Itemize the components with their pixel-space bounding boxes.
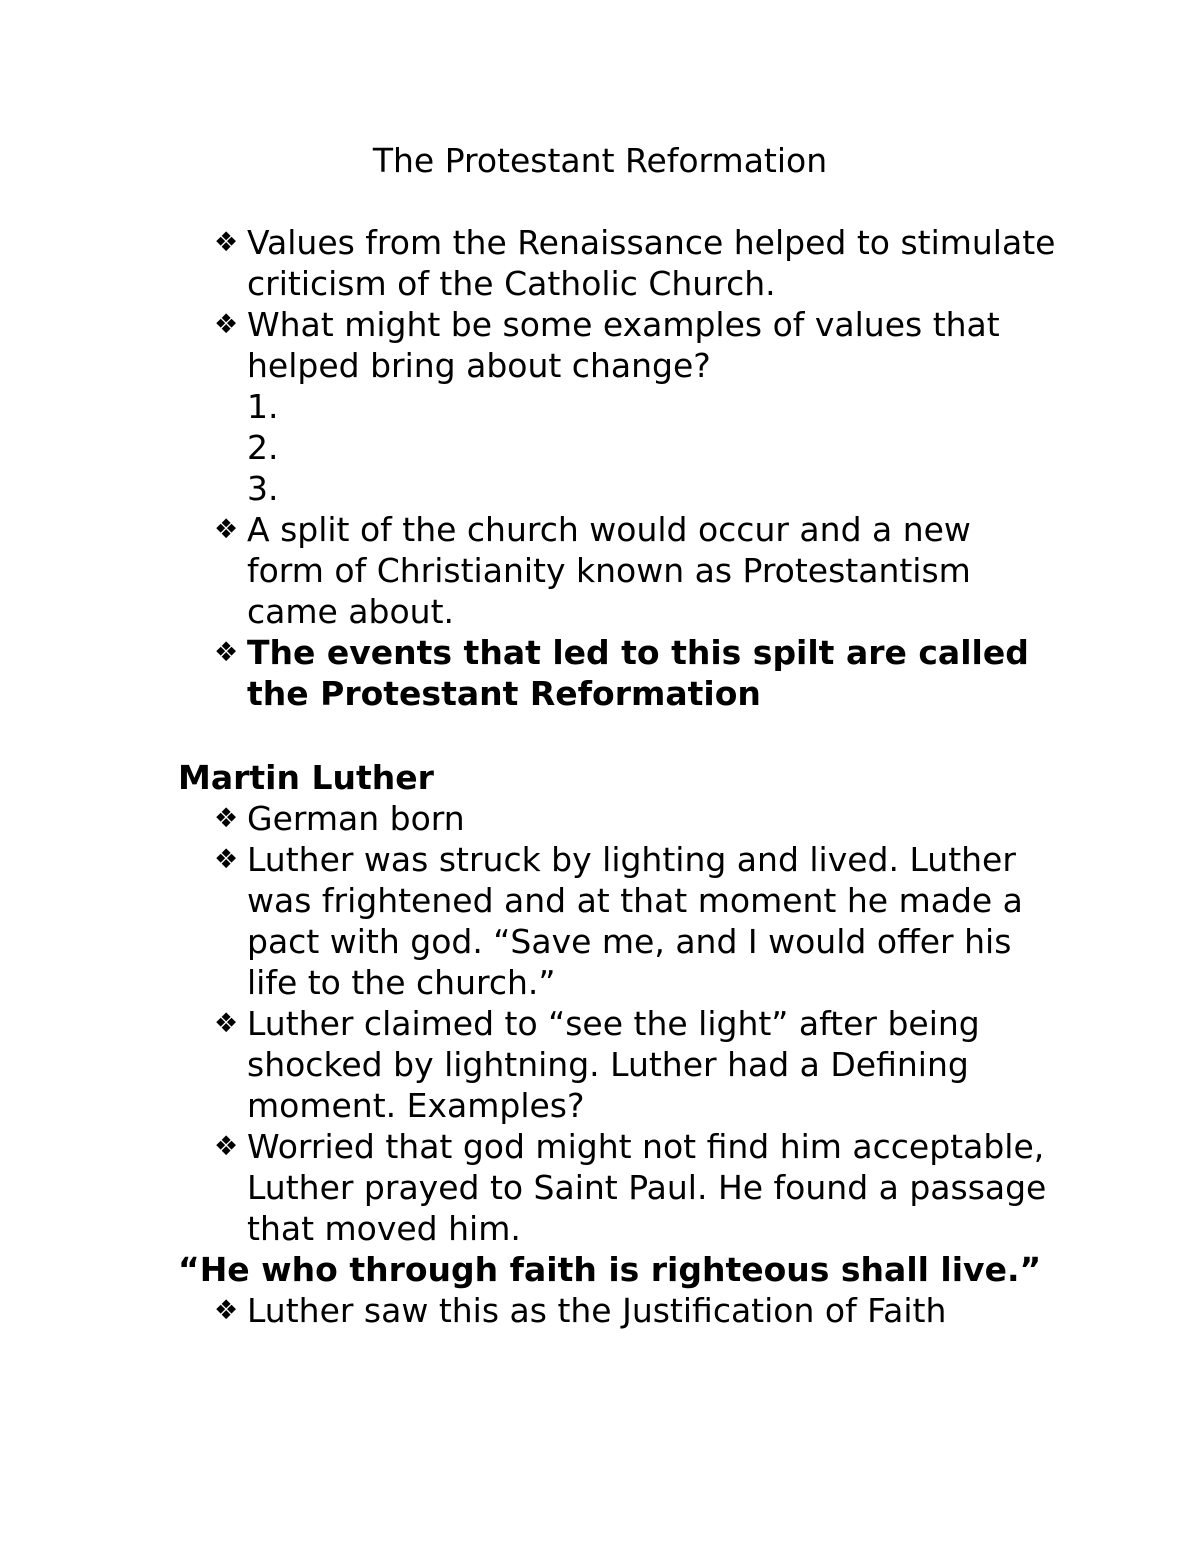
diamond-bullet-icon: ❖	[214, 1131, 239, 1162]
bullet-text: Worried that god might not find him acceptable, Luther prayed to Saint Paul. He found a passage that moved him.	[247, 1127, 1047, 1248]
bullet-text: Values from the Renaissance helped to stimulate criticism of the Catholic Church.	[247, 223, 1056, 303]
bullet-text: German born	[247, 799, 465, 838]
section-heading: Martin Luther	[178, 758, 434, 797]
bullet-text: Luther saw this as the Justification of Faith	[247, 1291, 947, 1330]
diamond-bullet-icon: ❖	[214, 227, 239, 258]
bullet-item	[178, 1126, 1058, 1249]
bullet-item-bold	[178, 632, 1058, 714]
bullet-text: Luther claimed to “see the light” after being shocked by lightning. Luther had a Defining moment. Examples?	[247, 1004, 980, 1125]
bullet-item	[178, 222, 1058, 304]
bullet-item	[178, 798, 1058, 839]
diamond-bullet-icon: ❖	[214, 637, 239, 668]
diamond-bullet-icon: ❖	[214, 514, 239, 545]
intro-section	[178, 222, 1058, 714]
bullet-item	[178, 839, 1058, 1003]
diamond-bullet-icon: ❖	[214, 309, 239, 340]
bullet-item	[178, 1290, 1058, 1331]
diamond-bullet-icon: ❖	[214, 1008, 239, 1039]
martin-luther-section	[178, 757, 1058, 1331]
bullet-item	[178, 509, 1058, 632]
diamond-bullet-icon: ❖	[214, 803, 239, 834]
document-title: The Protestant Reformation	[372, 141, 828, 180]
bullet-item	[178, 304, 1058, 386]
bullet-text: A split of the church would occur and a new form of Christianity known as Protestantism came about.	[247, 510, 971, 631]
bullet-item	[178, 1003, 1058, 1126]
bullet-text: The events that led to this spilt are called the Protestant Reformation	[247, 633, 1029, 713]
numbered-blank-2: 2.	[247, 428, 279, 467]
diamond-bullet-icon: ❖	[214, 844, 239, 875]
bullet-text: Luther was struck by lighting and lived. Luther was frightened and at that moment he made a pact with god. “Save me, and I would offer his life to the church.”	[247, 840, 1023, 1002]
bullet-text: What might be some examples of values that helped bring about change?	[247, 305, 1000, 385]
numbered-blank-1: 1.	[247, 387, 279, 426]
diamond-bullet-icon: ❖	[214, 1295, 239, 1326]
numbered-blank-3: 3.	[247, 469, 279, 508]
bold-quote: “He who through faith is righteous shall live.”	[178, 1250, 1042, 1289]
